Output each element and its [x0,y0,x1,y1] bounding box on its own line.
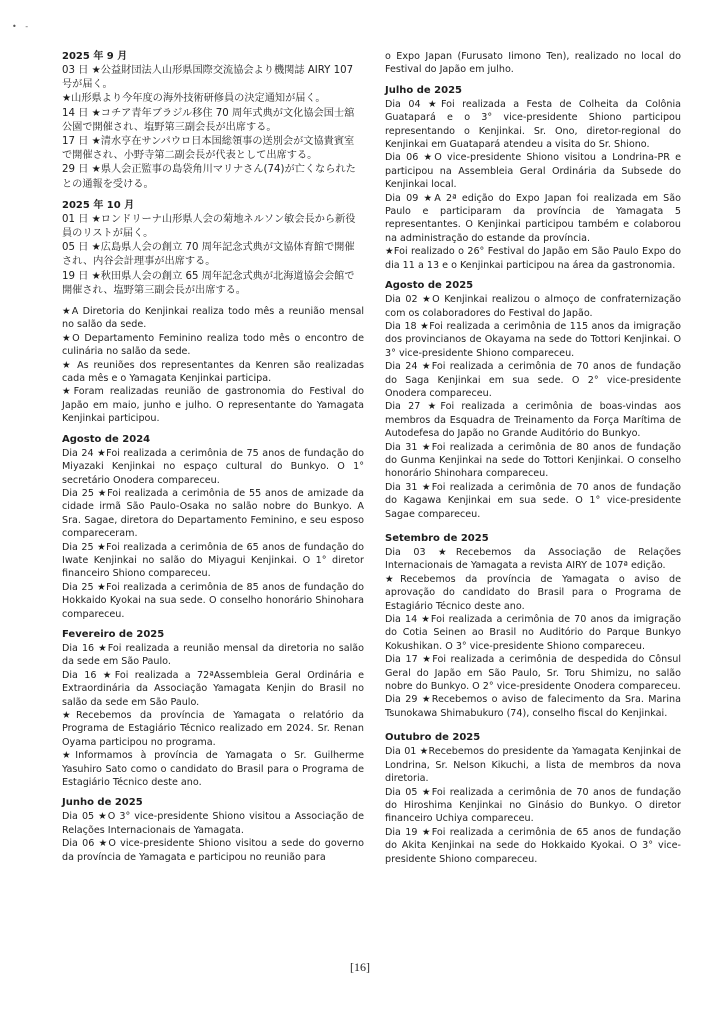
entry-paragraph: Dia 09 ★A 2ª edição do Expo Japan foi realizada em São Paulo e participaram da província de Yamagata 5 representantes. O Kenjinkai participou também e colaborou na administração do estande da província. [385,192,681,244]
entry-paragraph: Dia 06 ★O vice-presidente Shiono visitou a sede do governo da província de Yamagata e participou no reunião para [62,838,364,863]
section-heading-set-2025: Setembro de 2025 [385,533,489,544]
entry-paragraph: Dia 06 ★O vice-presidente Shiono visitou a Londrina-PR e participou na Assembleia Geral Ordinária da Subsede do Kenjinkai local. [385,152,681,191]
jp-entry: 03 日 ★公益財団法人山形県国際交流協会より機関誌 AIRY 107 号が届く。 [62,65,354,91]
entry-paragraph: Dia 25 ★Foi realizada a cerimônia de 85 anos de fundação do Hokkaido Kyokai na sua sede. O conselho honorário Shinohara compareceu. [62,581,364,620]
entry-paragraph: Dia 01 ★Recebemos do presidente da Yamagata Kenjinkai de Londrina, Sr. Nelson Kikuchi, a lista de membros da nova diretoria. [385,746,681,785]
jp-entry: 05 日 ★広島県人会の創立 70 周年記念式典が文協体育館で開催され、内谷会計理事が出席する。 [62,242,355,268]
section-heading-fev-2025: Fevereiro de 2025 [62,628,165,640]
left-column [62,50,364,864]
entry-paragraph: Dia 05 ★O 3° vice-presidente Shiono visitou a Associação de Relações Internacionais de Yamagata. [62,811,364,836]
entry-paragraph: Dia 02 ★O Kenjinkai realizou o almoço de confraternização com os colaboradores do Festival do Japão. [385,294,681,319]
jp-entry: 14 日 ★コチア青年ブラジル移住 70 周年式典が文化協会国士舘公園で開催され、塩野第三副会長が出席する。 [62,107,355,133]
jp-entry: 17 日 ★清水亨在サンパウロ日本国総領事の送別会が文協貴賓室で開催され、小野寺第二副会長が代表として出席する。 [62,136,355,162]
entry-paragraph: Dia 25 ★Foi realizada a cerimônia de 55 anos de amizade da cidade irmã São Paulo-Osaka no salão nobre do Bunkyo. A Sra. Sagae, diretora do Departamento Feminino, e seu esposo compareceram. [62,487,364,540]
intro-paragraph: ★A Diretoria do Kenjinkai realiza todo mês a reunião mensal no salão da sede. [62,306,364,331]
entry-paragraph: Dia 16 ★Foi realizada a reunião mensal da diretoria no salão da sede em São Paulo. [62,642,364,668]
entry-paragraph: Dia 04 ★Foi realizada a Festa de Colheita da Colônia Guatapará e o 3° vice-presidente Shiono participou representando o Kenjinkai. Sr. Ono, diretor-regional do Kenjinkai em Guatapará atendeu a visita do Sr. Shiono. [385,98,681,151]
jp-entry: 01 日 ★ロンドリーナ山形県人会の菊地ネルソン敏会長から新役員のリストが届く。 [62,213,356,240]
entry-paragraph: Dia 05 ★Foi realizada a cerimônia de 70 anos de fundação do Hiroshima Kenjinkai no Ginásio do Bunkyo. O diretor financeiro Uchiya compareceu. [385,786,681,825]
entry-paragraph: Dia 19 ★Foi realizada a cerimônia de 65 anos de fundação do Akita Kenjinkai na sede do Hokkaido Kyokai. O 3° vice-presidente Shiono compareceu. [385,826,681,865]
entry-paragraph: Dia 24 ★Foi realizada a cerimônia de 75 anos de fundação do Miyazaki Kenjinkai no espaço cultural do Bunkyo. O 1° secretário Onodera compareceu. [62,447,364,486]
jp-entry: 19 日 ★秋田県人会の創立 65 周年記念式典が北海道協会会館で開催され、塩野第三副会長が出席する。 [62,270,355,296]
entry-paragraph: ★Recebemos da província de Yamagata o aviso de aprovação do candidato do Brasil para o Programa de Estagiário Técnico deste ano. [385,573,681,612]
entry-paragraph: ★Recebemos da província de Yamagata o relatório da Programa de Estagiário Técnico realizado em 2024. Sr. Renan Oyama participou no programa. [62,710,364,748]
entry-paragraph: Dia 27 ★Foi realizada a cerimônia de boas-vindas aos membros da Esquadra de Treinamento da Força Marítima de Autodefesa do Japão no Grande Auditório do Bunkyo. [385,401,681,440]
intro-paragraph: ★Foram realizadas reunião de gastronomia do Festival do Japão em maio, junho e julho. O representante do Yamagata Kenjinkai participou. [62,386,364,425]
section-heading-out-2025: Outubro de 2025 [385,732,481,744]
entry-paragraph: ★Informamos à província de Yamagata o Sr. Guilherme Yasuhiro Sato como o candidato do Brasil para o Programa de Estagiário Técnico deste ano. [62,750,364,789]
corner-marks: • - [12,22,32,31]
entry-paragraph: Dia 31 ★Foi realizada a cerimônia de 80 anos de fundação do Gunma Kenjinkai na sede do Tottori Kenjinkai. O conselho honorário Shinohara compareceu. [385,441,681,480]
intro-paragraph: ★ As reuniões dos representantes da Kenren são realizadas cada mês e o Yamagata Kenjinkai participa. [62,359,364,385]
continuation-paragraph: o Expo Japan (Furusato Iimono Ten), realizado no local do Festival do Japão em julho. [385,51,681,76]
entry-paragraph: Dia 14 ★Foi realizada a cerimônia de 70 anos da imigração do Cotia Seinen ao Brasil no Auditório do Parque Bunkyo Kokushikan. O 3° vice-presidente Shiono compareceu. [385,614,681,652]
jp-october-heading: 2025 年 10 月 [62,199,135,211]
section-heading-ago-2025: Agosto de 2025 [385,280,474,292]
page-number: [16] [350,960,370,974]
entry-paragraph: Dia 03 ★Recebemos da Associação de Relações Internacionais de Yamagata a revista AIRY de 107ª edição. [385,547,681,572]
entry-paragraph: Dia 25 ★Foi realizada a cerimônia de 65 anos de fundação do Iwate Kenjinkai no salão do Miyagui Kenjinkai. O 1° diretor financeiro Shiono compareceu. [62,541,364,580]
section-heading-ago-2024: Agosto de 2024 [62,433,151,445]
intro-paragraph: ★O Departamento Feminino realiza todo mês o encontro de culinária no salão da sede. [62,332,364,358]
entry-paragraph: Dia 31 ★Foi realizada a cerimônia de 70 anos de fundação do Kagawa Kenjinkai em sua sede. O 1° vice-presidente Sagae compareceu. [385,481,681,520]
entry-paragraph: Dia 17 ★Foi realizada a cerimônia de despedida do Cônsul Geral do Japão em São Paulo, Sr. Toru Shimizu, no salão nobre do Bunkyo. O 2° vice-presidente Onodera compareceu. [385,654,681,693]
entry-paragraph: Dia 18 ★Foi realizada a cerimônia de 115 anos da imigração dos provincianos de Okayama na sede do Tottori Kenjinkai. O 3° vice-presidente Shiono compareceu. [385,320,681,359]
entry-paragraph: Dia 16 ★Foi realizada a 72ªAssembleia Geral Ordinária e Extraordinária da Associação Yamagata Kenjin do Brasil no salão da sede em São Paulo. [62,669,364,708]
entry-paragraph: Dia 29 ★Recebemos o aviso de falecimento da Sra. Marina Tsunokawa Shimabukuro (74), conselho fiscal do Kenjinkai. [385,694,681,719]
jp-entry: 29 日 ★県人会正監事の島袋角川マリナさん(74)が亡くなられたとの通報を受ける。 [62,164,356,190]
entry-paragraph: ★Foi realizado o 26° Festival do Japão em São Paulo Expo do dia 11 a 13 e o Kenjinkai participou na área da gastronomia. [385,246,681,271]
jp-entry: ★山形県より今年度の海外技術研修員の決定通知が届く。 [62,93,326,105]
jp-september-heading: 2025 年 9 月 [62,51,128,62]
entry-paragraph: Dia 24 ★Foi realizada a cerimônia de 70 anos de fundação do Saga Kenjinkai em sua sede. O 2° vice-presidente Onodera compareceu. [385,361,681,399]
right-column [385,50,681,866]
section-heading-jun-2025: Junho de 2025 [62,797,143,809]
section-heading-jul-2025: Julho de 2025 [385,84,462,96]
